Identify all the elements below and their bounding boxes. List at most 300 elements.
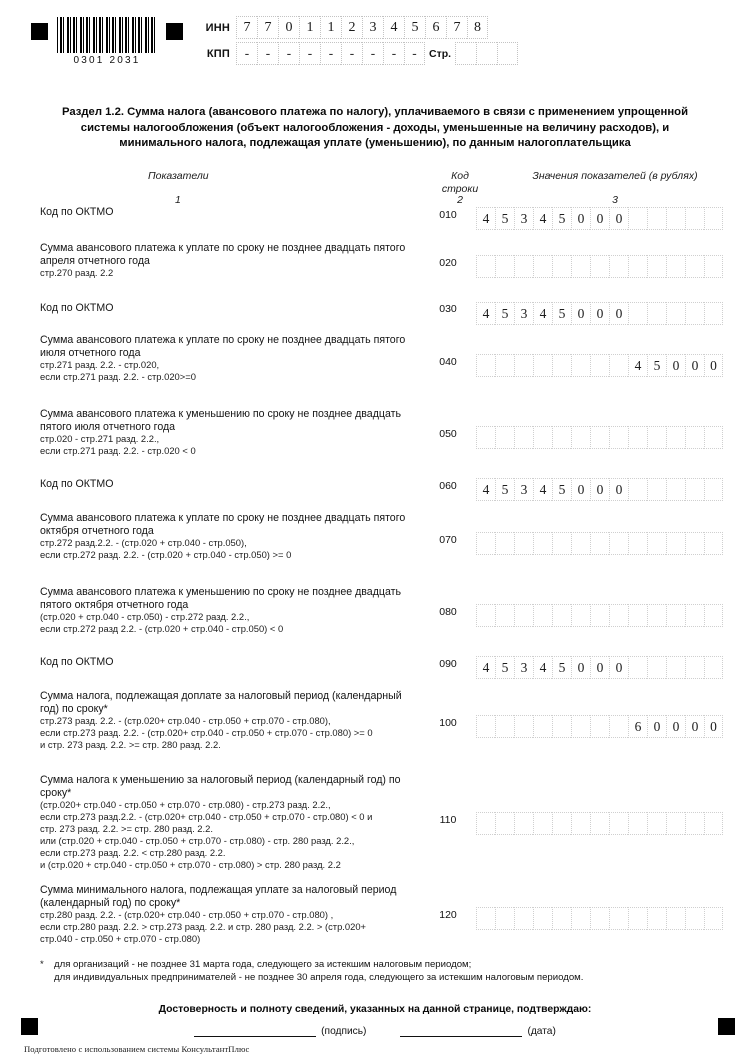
value-cell[interactable] [497,42,518,65]
value-cell[interactable] [609,255,628,278]
row-formula-line: стр.273 разд. 2.2. - (стр.020+ стр.040 - стр.050 + стр.070 - стр.080), [40,715,331,727]
value-cell[interactable] [647,604,666,627]
value-cell[interactable] [476,907,495,930]
row-code: 010 [439,209,457,221]
value-cell[interactable] [495,715,514,738]
value-cell[interactable]: 4 [383,16,404,39]
column-header-values: Значения показателей (в рублях) [532,170,698,182]
value-cell[interactable] [476,604,495,627]
column-header-indicators: Показатели [148,170,209,182]
value-cell[interactable]: 5 [495,656,514,679]
row-code: 120 [439,909,457,921]
row-code: 050 [439,428,457,440]
value-cell[interactable] [590,354,609,377]
value-cell[interactable] [495,604,514,627]
value-cell[interactable]: 8 [467,16,488,39]
signature-field[interactable] [194,1024,366,1037]
value-cell[interactable] [571,604,590,627]
value-cell[interactable]: 0 [666,354,685,377]
row-code: 040 [439,356,457,368]
value-cell[interactable] [552,255,571,278]
value-cell[interactable]: - [383,42,404,65]
value-cell[interactable]: 2 [341,16,362,39]
row-label-text: Код по ОКТМО [40,302,114,314]
value-cell[interactable]: 5 [552,478,571,501]
footnote-line-2: для индивидуальных предпринимателей - не позднее 30 апреля года, следующего за истекшим налоговым периодом. [54,972,584,983]
row-label-text: Сумма авансового платежа к уплате по сроку не позднее двадцать пятого октября отчетного года [40,512,406,537]
row-code: 080 [439,606,457,618]
row-formula-line: стр. 273 разд. 2.2. >= стр. 280 разд. 2.2. [40,823,213,835]
value-cell[interactable] [685,302,704,325]
value-cell[interactable]: 3 [514,478,533,501]
section-title-line-3: минимального налога, подлежащая уплате (уменьшению), по данным налогоплательщика [119,137,631,149]
section-title [28,105,722,152]
form-row [0,690,750,774]
value-cell[interactable] [685,812,704,835]
value-cell[interactable]: 4 [476,207,495,230]
column-header-line-code-1: Код [451,170,469,182]
value-cell[interactable] [533,812,552,835]
row-formula-line: если стр.273 разд.2.2. - (стр.020+ стр.040 - стр.050 + стр.070 - стр.080) < 0 и [40,811,373,823]
row-code: 110 [439,814,457,826]
value-cell[interactable]: 0 [590,478,609,501]
value-cell[interactable]: 6 [425,16,446,39]
row-formula-line: и стр. 273 разд. 2.2. >= стр. 280 разд. 2.2. [40,739,221,751]
form-rows [0,206,750,964]
value-cell[interactable]: 0 [571,207,590,230]
value-cell[interactable] [533,715,552,738]
value-cell[interactable] [495,426,514,449]
row-code: 090 [439,658,457,670]
row-formula-line: если стр.272 разд 2.2. - (стр.020 + стр.040 - стр.050) < 0 [40,623,284,635]
date-field[interactable] [400,1024,555,1037]
value-cell[interactable] [514,812,533,835]
value-cell[interactable] [666,907,685,930]
value-cell[interactable] [533,604,552,627]
value-cell[interactable] [628,302,647,325]
value-cell[interactable] [533,255,552,278]
value-cell[interactable]: 7 [236,16,257,39]
form-row [0,334,750,408]
value-cell[interactable] [609,715,628,738]
value-cell[interactable] [666,302,685,325]
value-cell[interactable]: 4 [476,478,495,501]
value-cell[interactable] [609,604,628,627]
value-cell[interactable]: - [299,42,320,65]
value-cell[interactable] [666,812,685,835]
value-cell[interactable] [666,532,685,555]
value-cell[interactable]: 5 [552,656,571,679]
row-label [0,206,420,219]
value-cell[interactable] [495,532,514,555]
value-cell[interactable]: - [404,42,425,65]
value-cell[interactable] [514,255,533,278]
row-formula-line: стр.271 разд. 2.2. - стр.020, [40,359,160,371]
form-row [0,242,750,302]
value-cell[interactable] [704,812,723,835]
value-cell[interactable] [514,426,533,449]
value-cell[interactable] [647,255,666,278]
row-value-input[interactable] [476,302,723,325]
value-cell[interactable] [628,907,647,930]
value-cell[interactable] [533,354,552,377]
value-cell[interactable] [609,426,628,449]
signature-rule[interactable] [194,1024,316,1037]
value-cell[interactable] [666,426,685,449]
footnote [40,958,700,984]
value-cell[interactable]: 1 [320,16,341,39]
column-header-line-code-2: строки [441,182,479,195]
row-label-text: Сумма авансового платежа к уплате по сроку не позднее двадцать пятого июля отчетного года [40,334,406,359]
value-cell[interactable] [552,532,571,555]
row-label-text: Сумма минимального налога, подлежащая уплате за налоговый период (календарный год) по сроку* [40,884,397,909]
row-value-input[interactable] [476,354,723,377]
value-cell[interactable] [685,907,704,930]
value-cell[interactable] [647,302,666,325]
signature-area [0,1024,750,1037]
value-cell[interactable] [476,426,495,449]
value-cell[interactable] [495,255,514,278]
value-cell[interactable]: 0 [704,715,723,738]
value-cell[interactable] [609,532,628,555]
value-cell[interactable] [533,426,552,449]
kpp-input[interactable] [236,42,425,65]
value-cell[interactable]: 4 [533,656,552,679]
value-cell[interactable] [495,907,514,930]
value-cell[interactable] [647,812,666,835]
confirmation-statement: Достоверность и полноту сведений, указанных на данной странице, подтверждаю: [158,1004,592,1015]
value-cell[interactable]: 4 [533,478,552,501]
value-cell[interactable] [571,907,590,930]
row-value-input[interactable] [476,715,723,738]
value-cell[interactable]: - [278,42,299,65]
value-cell[interactable]: 4 [628,354,647,377]
value-cell[interactable] [514,907,533,930]
value-cell[interactable]: 3 [362,16,383,39]
value-cell[interactable]: 4 [476,656,495,679]
footnote-lines [40,958,700,984]
row-label [0,242,420,279]
value-cell[interactable] [476,812,495,835]
value-cell[interactable]: 0 [685,715,704,738]
value-cell[interactable]: 1 [299,16,320,39]
value-cell[interactable] [571,715,590,738]
row-formula-line: стр.272 разд.2.2. - (стр.020 + стр.040 - стр.050), [40,537,247,549]
row-label [0,884,420,945]
value-cell[interactable] [552,354,571,377]
row-formula-line: если стр.273 разд. 2.2. < стр.280 разд. 2.2. [40,847,226,859]
value-cell[interactable] [514,532,533,555]
barcode-icon [57,17,157,53]
value-cell[interactable] [495,354,514,377]
value-cell[interactable] [533,907,552,930]
row-label-text: Сумма налога, подлежащая доплате за налоговый период (календарный год) по сроку* [40,690,402,715]
value-cell[interactable]: 4 [476,302,495,325]
value-cell[interactable] [571,812,590,835]
value-cell[interactable] [552,812,571,835]
value-cell[interactable] [609,907,628,930]
value-cell[interactable]: - [257,42,278,65]
value-cell[interactable] [590,532,609,555]
value-cell[interactable] [647,907,666,930]
row-label-text: Код по ОКТМО [40,206,114,218]
row-label [0,586,420,635]
value-cell[interactable] [609,354,628,377]
footnote-line-1: для организаций - не позднее 31 марта года, следующего за истекшим налоговым периодом; [54,959,472,970]
row-label-text: Код по ОКТМО [40,656,114,668]
row-formula-line: если стр.271 разд. 2.2. - стр.020>=0 [40,371,196,383]
value-cell[interactable] [514,604,533,627]
value-cell[interactable]: 5 [647,354,666,377]
value-cell[interactable]: 3 [514,302,533,325]
row-value-input[interactable] [476,656,723,679]
value-cell[interactable]: 6 [628,715,647,738]
value-cell[interactable] [476,42,497,65]
page-number-label: Стр. [429,47,452,60]
value-cell[interactable] [628,255,647,278]
row-label [0,512,420,561]
value-cell[interactable]: 0 [704,354,723,377]
row-label-text: Сумма авансового платежа к уплате по сроку не позднее двадцать пятого апреля отчетного года [40,242,406,267]
value-cell[interactable]: 3 [514,656,533,679]
row-label [0,774,420,871]
row-formula-line: стр.040 - стр.050 + стр.070 - стр.080) [40,933,201,945]
value-cell[interactable] [476,532,495,555]
value-cell[interactable]: 4 [533,302,552,325]
value-cell[interactable]: 5 [552,302,571,325]
date-rule[interactable] [400,1024,522,1037]
value-cell[interactable] [647,532,666,555]
value-cell[interactable] [647,478,666,501]
value-cell[interactable]: 0 [571,302,590,325]
signature-label: (подпись) [321,1026,367,1037]
value-cell[interactable] [571,532,590,555]
value-cell[interactable] [455,42,476,65]
value-cell[interactable]: 0 [590,207,609,230]
value-cell[interactable] [533,532,552,555]
value-cell[interactable]: - [341,42,362,65]
section-title-line-2: системы налогообложения (объект налогообложения - доходы, уменьшенные на величину расходов), и [80,121,670,134]
section-title-line-1: Раздел 1.2. Сумма налога (авансового платежа по налогу), уплачиваемого в связи с применением упрощенной [61,106,689,118]
value-cell[interactable] [647,207,666,230]
row-formula-line: стр.020 - стр.271 разд. 2.2., [40,433,160,445]
value-cell[interactable]: 0 [685,354,704,377]
value-cell[interactable] [552,426,571,449]
row-label [0,690,420,751]
value-cell[interactable] [514,715,533,738]
value-cell[interactable] [476,255,495,278]
row-formula-line: стр.270 разд. 2.2 [40,267,114,279]
row-label [0,302,420,315]
value-cell[interactable]: 0 [609,656,628,679]
row-value-input[interactable] [476,426,723,449]
value-cell[interactable] [704,532,723,555]
value-cell[interactable]: 0 [609,207,628,230]
value-cell[interactable] [628,532,647,555]
value-cell[interactable]: 0 [609,478,628,501]
form-row [0,206,750,242]
value-cell[interactable]: 0 [590,302,609,325]
column-number-2: 2 [457,194,463,206]
column-header-line-code [432,170,488,195]
form-row [0,512,750,586]
value-cell[interactable] [647,656,666,679]
row-code: 060 [439,480,457,492]
value-cell[interactable]: - [236,42,257,65]
value-cell[interactable] [704,426,723,449]
value-cell[interactable] [571,255,590,278]
row-formula-line: если стр.280 разд. 2.2. > стр.273 разд. 2.2. и стр. 280 разд. 2.2. > (стр.020+ [40,921,367,933]
value-cell[interactable] [628,207,647,230]
form-row [0,586,750,656]
row-formula-line: если стр.271 разд. 2.2. - стр.020 < 0 [40,445,196,457]
form-row [0,478,750,512]
row-code: 100 [439,717,457,729]
row-formula-line: и (стр.020 + стр.040 - стр.050 + стр.070 - стр.080) > стр. 280 разд. 2.2 [40,859,341,871]
value-cell[interactable]: - [320,42,341,65]
prepared-note: Подготовлено с использованием системы КонсультантПлюс [24,1044,250,1054]
value-cell[interactable]: 0 [590,656,609,679]
row-value-input[interactable] [476,604,723,627]
value-cell[interactable] [685,207,704,230]
value-cell[interactable] [571,426,590,449]
value-cell[interactable] [666,656,685,679]
registration-mark-top-left [31,23,48,40]
value-cell[interactable] [495,812,514,835]
value-cell[interactable]: 5 [495,302,514,325]
value-cell[interactable]: 5 [552,207,571,230]
registration-mark-top-right [166,23,183,40]
column-number-1: 1 [175,194,181,206]
row-formula-line: (стр.020 + стр.040 - стр.050) - стр.272 разд. 2.2., [40,611,250,623]
value-cell[interactable]: 5 [495,478,514,501]
value-cell[interactable]: 0 [571,656,590,679]
value-cell[interactable]: 4 [533,207,552,230]
value-cell[interactable] [647,426,666,449]
inn-row [196,16,518,39]
value-cell[interactable]: 5 [495,207,514,230]
row-formula-line: или (стр.020 + стр.040 - стр.050 + стр.070 - стр.080) - стр. 280 разд. 2.2., [40,835,355,847]
inn-input[interactable] [236,16,488,39]
row-formula-line: если стр.273 разд. 2.2. - (стр.020+ стр.040 - стр.050 + стр.070 - стр.080) >= 0 [40,727,373,739]
row-label [0,478,420,491]
value-cell[interactable] [704,207,723,230]
value-cell[interactable] [552,715,571,738]
value-cell[interactable] [590,812,609,835]
value-cell[interactable] [552,907,571,930]
row-label-text: Сумма налога к уменьшению за налоговый период (календарный год) по сроку* [40,774,401,799]
row-formula-line: стр.280 разд. 2.2. - (стр.020+ стр.040 - стр.050 + стр.070 - стр.080) , [40,909,334,921]
row-value-input[interactable] [476,812,723,835]
value-cell[interactable]: 0 [647,715,666,738]
value-cell[interactable] [704,907,723,930]
value-cell[interactable] [628,426,647,449]
value-cell[interactable] [590,255,609,278]
value-cell[interactable] [666,604,685,627]
value-cell[interactable] [628,604,647,627]
row-value-input[interactable] [476,532,723,555]
value-cell[interactable] [704,656,723,679]
form-row [0,408,750,478]
row-code: 070 [439,534,457,546]
kpp-label: КПП [206,47,230,60]
inn-label: ИНН [205,21,230,34]
value-cell[interactable]: 5 [404,16,425,39]
value-cell[interactable] [552,604,571,627]
value-cell[interactable] [571,354,590,377]
value-cell[interactable] [590,907,609,930]
page-number-input[interactable] [455,42,518,65]
value-cell[interactable]: 7 [257,16,278,39]
row-value-input[interactable] [476,207,723,230]
row-label-text: Сумма авансового платежа к уменьшению по сроку не позднее двадцать пятого июля отчетного года [40,408,401,433]
value-cell[interactable] [704,478,723,501]
value-cell[interactable] [685,255,704,278]
value-cell[interactable] [628,812,647,835]
form-row [0,302,750,334]
row-formula-line: если стр.272 разд. 2.2. - (стр.020 + стр.040 - стр.050) >= 0 [40,549,292,561]
row-label [0,656,420,669]
row-value-input[interactable] [476,907,723,930]
identification-block [196,16,518,68]
value-cell[interactable]: 3 [514,207,533,230]
value-cell[interactable]: 0 [609,302,628,325]
row-code: 020 [439,257,457,269]
form-row [0,774,750,884]
kpp-row [196,42,518,65]
value-cell[interactable]: 0 [278,16,299,39]
value-cell[interactable] [628,656,647,679]
value-cell[interactable] [666,255,685,278]
value-cell[interactable] [704,604,723,627]
value-cell[interactable] [704,255,723,278]
row-code: 030 [439,303,457,315]
value-cell[interactable] [704,302,723,325]
column-number-3: 3 [612,194,618,206]
form-row [0,884,750,964]
value-cell[interactable] [685,656,704,679]
value-cell[interactable]: 7 [446,16,467,39]
row-label-text: Код по ОКТМО [40,478,114,490]
row-value-input[interactable] [476,478,723,501]
value-cell[interactable] [590,604,609,627]
value-cell[interactable] [476,715,495,738]
value-cell[interactable] [685,478,704,501]
value-cell[interactable] [628,478,647,501]
value-cell[interactable] [666,207,685,230]
row-label [0,408,420,457]
value-cell[interactable] [685,426,704,449]
row-label [0,334,420,383]
value-cell[interactable] [609,812,628,835]
value-cell[interactable] [590,715,609,738]
row-value-input[interactable] [476,255,723,278]
date-label: (дата) [527,1026,556,1037]
value-cell[interactable] [685,604,704,627]
barcode-block [57,17,157,66]
value-cell[interactable] [476,354,495,377]
value-cell[interactable]: 0 [571,478,590,501]
row-label-text: Сумма авансового платежа к уменьшению по сроку не позднее двадцать пятого октября отчетного года [40,586,401,611]
value-cell[interactable]: - [362,42,383,65]
value-cell[interactable] [590,426,609,449]
form-row [0,656,750,690]
value-cell[interactable] [666,478,685,501]
footnote-asterisk: * [40,959,44,970]
value-cell[interactable] [685,532,704,555]
value-cell[interactable]: 0 [666,715,685,738]
value-cell[interactable] [514,354,533,377]
